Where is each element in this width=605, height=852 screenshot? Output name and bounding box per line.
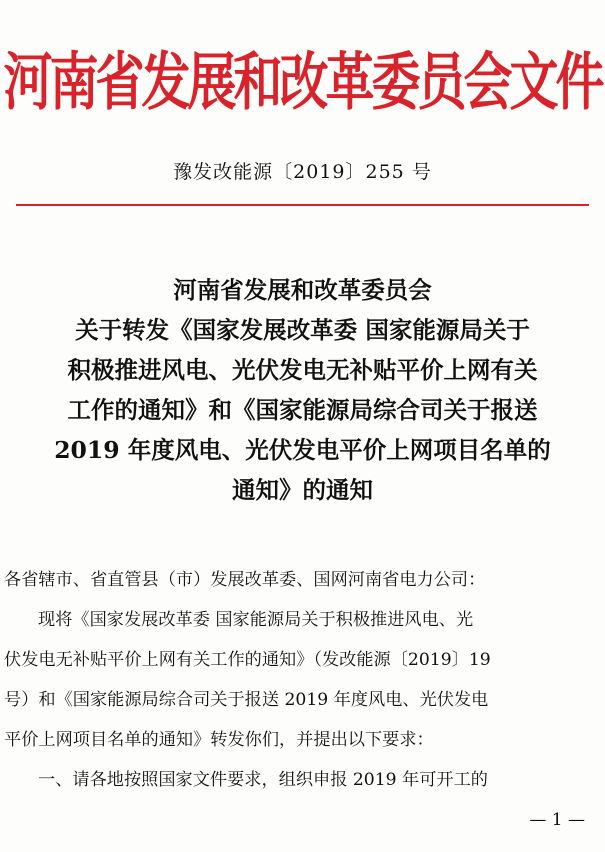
title-line: 河南省发展和改革委员会 [173,276,432,304]
title-line: 工作的通知》和《国家能源局综合司关于报送 [67,396,538,424]
body-line: 现将《国家发展改革委 国家能源局关于积极推进风电、光 [38,610,474,630]
red-divider-line [16,204,589,206]
masthead-title: 河南省发展和改革委员会文件 [3,44,602,119]
notice-title [8,270,597,510]
body-text [4,560,601,800]
title-line: 通知》的通知 [232,476,373,504]
body-line: 伏发电无补贴平价上网有关工作的通知》（发改能源〔2019〕19 [4,650,491,670]
document-number: 豫发改能源〔2019〕255 号 [173,161,432,183]
page-number: — 1 — [529,810,585,830]
body-line: 一、请各地按照国家文件要求，组织申报 2019 年可开工的 [38,770,488,790]
body-line: 号）和《国家能源局综合司关于报送 2019 年度风电、光伏发电 [4,690,489,710]
body-line: 平价上网项目名单的通知》转发你们，并提出以下要求： [4,730,434,750]
title-line: 积极推进风电、光伏发电无补贴平价上网有关 [67,356,538,384]
title-line: 2019 年度风电、光伏发电平价上网项目名单的 [54,436,551,464]
title-line: 关于转发《国家发展改革委 国家能源局关于 [75,316,530,344]
recipients-line: 各省辖市、省直管县（市）发展改革委、国网河南省电力公司： [4,570,486,590]
